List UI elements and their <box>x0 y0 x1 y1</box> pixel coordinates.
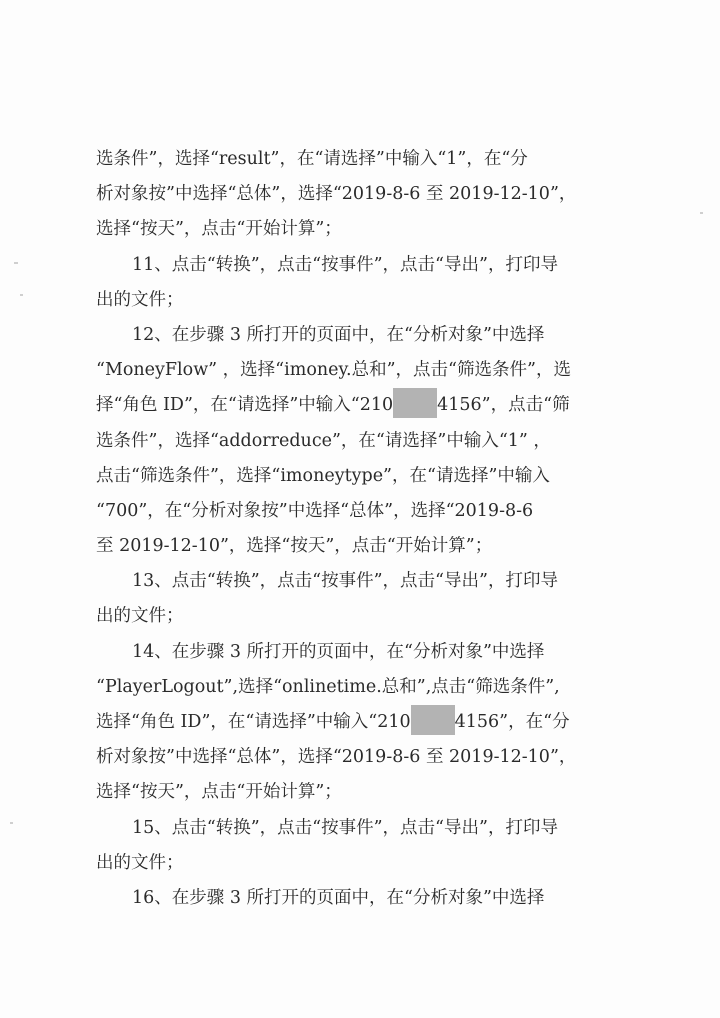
text-line: 12、在步骤 3 所打开的页面中，在“分析对象”中选择 <box>132 324 545 345</box>
text-line: 选择“按天”，点击“开始计算”； <box>96 219 342 240</box>
scan-speck <box>10 822 13 824</box>
text-line: 13、点击“转换”，点击“按事件”，点击“导出”，打印导 <box>132 571 558 592</box>
redaction-box <box>411 705 455 735</box>
text-fragment: 选择“角色 ID”，在“请选择”中输入“210 <box>96 712 411 732</box>
text-line: 11、点击“转换”，点击“按事件”，点击“导出”，打印导 <box>132 254 558 275</box>
scan-speck <box>14 262 18 264</box>
text-line: “700”，在“分析对象按”中选择“总体”，选择“2019-8-6 <box>96 500 534 521</box>
text-line: “PlayerLogout”,选择“onlinetime.总和”,点击“筛选条件”, <box>96 676 560 697</box>
text-line: 15、点击“转换”，点击“按事件”，点击“导出”，打印导 <box>132 817 558 838</box>
text-line: 析对象按”中选择“总体”，选择“2019-8-6 至 2019-12-10”， <box>96 184 577 205</box>
text-fragment: 择“角色 ID”，在“请选择”中输入“210 <box>96 395 394 416</box>
text-line <box>96 388 624 423</box>
text-line: 选择“按天”，点击“开始计算”； <box>96 782 342 803</box>
scan-speck <box>700 212 703 214</box>
text-line: 出的文件； <box>96 852 184 873</box>
text-line: 选条件”，选择“result”，在“请选择”中输入“1”，在“分 <box>96 149 528 169</box>
text-line <box>96 705 624 740</box>
text-line: 至 2019-12-10”，选择“按天”，点击“开始计算”； <box>96 536 493 557</box>
document-body <box>96 142 624 916</box>
text-line: 析对象按”中选择“总体”，选择“2019-8-6 至 2019-12-10”， <box>96 747 577 768</box>
scan-speck <box>20 294 23 296</box>
text-fragment: 4156”，在“分 <box>454 712 570 732</box>
text-line: 14、在步骤 3 所打开的页面中，在“分析对象”中选择 <box>132 641 545 662</box>
redaction-box <box>393 388 437 418</box>
text-fragment: 4156”，点击“筛 <box>437 395 570 416</box>
text-line: “MoneyFlow” ，选择“imoney.总和”，点击“筛选条件”，选 <box>96 360 571 381</box>
text-line: 点击“筛选条件”，选择“imoneytype”，在“请选择”中输入 <box>96 465 550 486</box>
text-line: 选条件”，选择“addorreduce”，在“请选择”中输入“1” ， <box>96 430 551 451</box>
text-line: 出的文件； <box>96 606 184 627</box>
text-line: 16、在步骤 3 所打开的页面中，在“分析对象”中选择 <box>132 887 545 908</box>
text-line: 出的文件； <box>96 289 184 310</box>
